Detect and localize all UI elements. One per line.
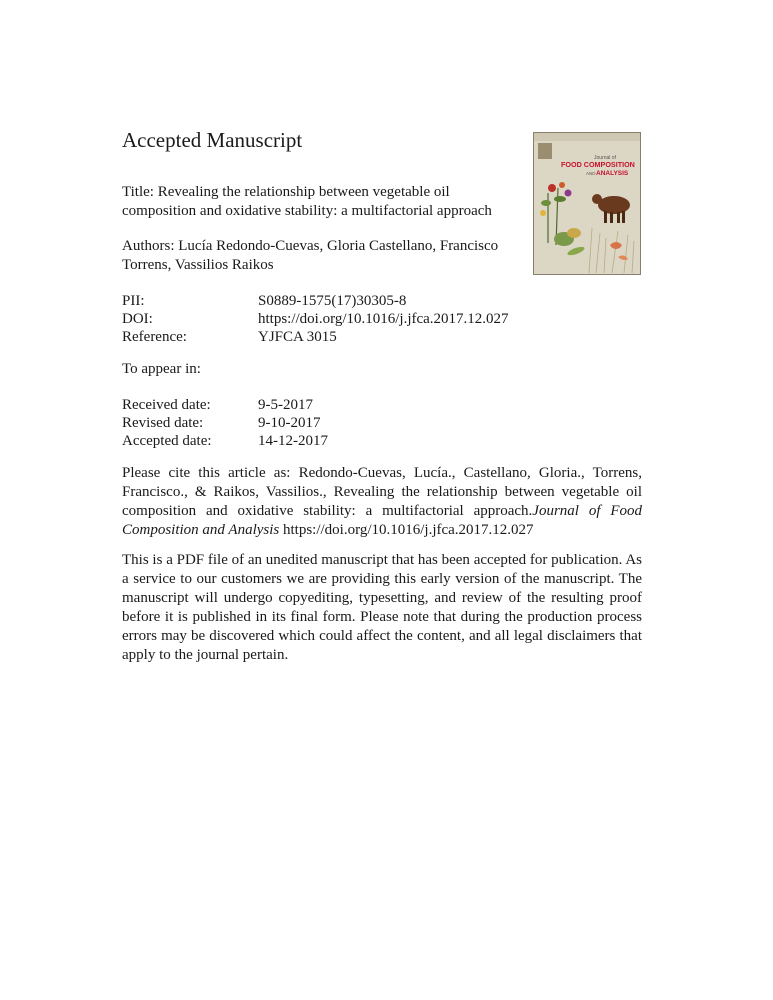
accepted-date-value: 14-12-2017 bbox=[258, 433, 328, 449]
reference-value: YJFCA 3015 bbox=[258, 329, 337, 345]
received-date-value: 9-5-2017 bbox=[258, 397, 313, 413]
doi-link[interactable]: https://doi.org/10.1016/j.jfca.2017.12.027 bbox=[258, 311, 509, 327]
reference-label: Reference: bbox=[122, 329, 187, 345]
pii-label: PII: bbox=[122, 293, 145, 309]
revised-date-label: Revised date: bbox=[122, 415, 204, 431]
received-date-label: Received date: bbox=[122, 397, 211, 413]
citation-paragraph bbox=[122, 464, 642, 540]
citation-doi[interactable]: https://doi.org/10.1016/j.jfca.2017.12.027 bbox=[279, 522, 534, 538]
citation-journal: Journal of Food Composition and Analysis bbox=[122, 503, 643, 538]
document-heading: Accepted Manuscript bbox=[122, 128, 303, 152]
cover-top-band bbox=[534, 133, 640, 141]
publisher-logo-icon bbox=[538, 143, 552, 159]
pii-value: S0889-1575(17)30305-8 bbox=[258, 293, 407, 309]
citation-text: Please cite this article as: Redondo-Cuevas, Lucía., Castellano, Gloria., Torrens, Francisco., & Raikos, Vassilios., Revealing the relationship between vegetable oil composition and oxidative stability: a multifactorial approach. bbox=[122, 465, 642, 519]
article-authors: Authors: Lucía Redondo-Cuevas, Gloria Castellano, Francisco Torrens, Vassilios Raikos bbox=[122, 238, 499, 273]
cover-journal-line4: ANALYSIS bbox=[596, 170, 629, 177]
accepted-date-label: Accepted date: bbox=[122, 433, 212, 449]
notice-paragraph: This is a PDF file of an unedited manuscript that has been accepted for publication. As a service to our customers we are providing this early version of the manuscript. The manuscript will undergo copyediting, typesetting, and review of the resulting proof before it is published in its final form. Please note that during the production process errors may be discovered which could affect the content, and all legal disclaimers that apply to the journal pertain. bbox=[122, 552, 642, 663]
cover-journal-line3: AND bbox=[586, 171, 596, 176]
cover-journal-line1: Journal of bbox=[594, 155, 616, 161]
revised-date-value: 9-10-2017 bbox=[258, 415, 321, 431]
journal-cover-image bbox=[533, 132, 641, 275]
doi-label: DOI: bbox=[122, 311, 153, 327]
appear-in-label: To appear in: bbox=[122, 361, 201, 377]
article-title: Title: Revealing the relationship between vegetable oil composition and oxidative stability: a multifactorial approach bbox=[122, 184, 492, 219]
journal-cover-illustration bbox=[534, 133, 640, 274]
cover-journal-line2: FOOD COMPOSITION bbox=[561, 160, 635, 169]
